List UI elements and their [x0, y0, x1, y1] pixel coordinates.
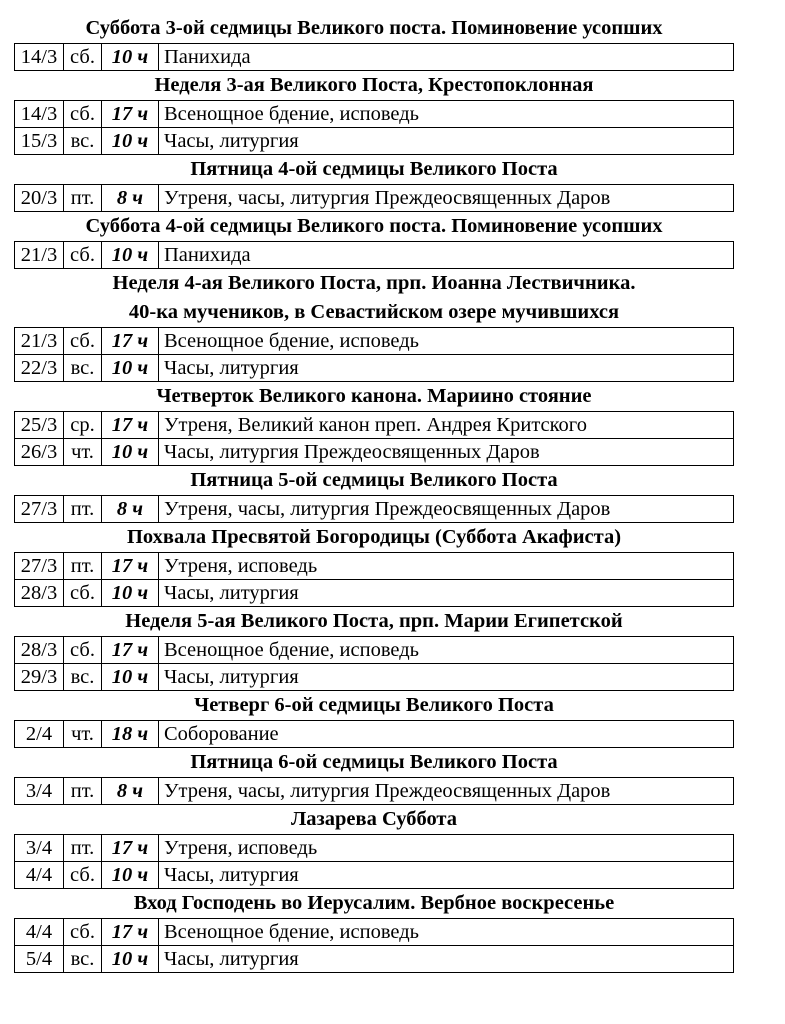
date-cell: 21/3 [15, 242, 64, 269]
date-cell: 28/3 [15, 580, 64, 607]
time-cell: 17 ч [102, 835, 159, 862]
date-cell: 28/3 [15, 637, 64, 664]
section-table [14, 241, 734, 269]
date-cell: 15/3 [15, 128, 64, 155]
section-heading-line: Пятница 4-ой седмицы Великого Поста [190, 158, 558, 180]
section-heading [14, 691, 734, 720]
weekday-cell: сб. [64, 328, 102, 355]
table-row [15, 553, 734, 580]
time-cell: 17 ч [102, 919, 159, 946]
date-cell: 20/3 [15, 185, 64, 212]
service-cell: Утреня, часы, литургия Преждеосвященных Даров [159, 185, 734, 212]
section-heading [14, 155, 734, 184]
section-table [14, 777, 734, 805]
service-cell: Утреня, исповедь [159, 553, 734, 580]
time-cell: 8 ч [102, 185, 159, 212]
weekday-cell: вс. [64, 664, 102, 691]
section-heading [14, 748, 734, 777]
section-heading [14, 14, 734, 43]
weekday-cell: сб. [64, 919, 102, 946]
table-row [15, 637, 734, 664]
section-table [14, 495, 734, 523]
date-cell: 25/3 [15, 412, 64, 439]
time-cell: 17 ч [102, 553, 159, 580]
service-cell: Всенощное бдение, исповедь [159, 637, 734, 664]
table-row [15, 355, 734, 382]
date-cell: 27/3 [15, 553, 64, 580]
table-row [15, 101, 734, 128]
weekday-cell: сб. [64, 580, 102, 607]
service-cell: Часы, литургия [159, 580, 734, 607]
section-heading-line: Четверг 6-ой седмицы Великого Поста [194, 694, 554, 716]
table-row [15, 328, 734, 355]
weekday-cell: пт. [64, 553, 102, 580]
table-row [15, 44, 734, 71]
section-heading [14, 805, 734, 834]
section-table [14, 184, 734, 212]
date-cell: 4/4 [15, 862, 64, 889]
service-cell: Всенощное бдение, исповедь [159, 101, 734, 128]
time-cell: 17 ч [102, 328, 159, 355]
table-row [15, 946, 734, 973]
date-cell: 22/3 [15, 355, 64, 382]
time-cell: 10 ч [102, 242, 159, 269]
weekday-cell: пт. [64, 778, 102, 805]
section-table [14, 327, 734, 382]
section-heading [14, 71, 734, 100]
section-table [14, 918, 734, 973]
section-heading [14, 212, 734, 241]
service-schedule [14, 14, 734, 973]
section-heading-line: Неделя 5-ая Великого Поста, прп. Марии Египетской [125, 610, 623, 632]
section-heading [14, 466, 734, 495]
date-cell: 27/3 [15, 496, 64, 523]
weekday-cell: вс. [64, 128, 102, 155]
time-cell: 10 ч [102, 439, 159, 466]
date-cell: 26/3 [15, 439, 64, 466]
section-table [14, 720, 734, 748]
date-cell: 14/3 [15, 101, 64, 128]
service-cell: Часы, литургия [159, 128, 734, 155]
table-row [15, 580, 734, 607]
time-cell: 18 ч [102, 721, 159, 748]
section-heading-line: Суббота 3-ой седмицы Великого поста. Поминовение усопших [85, 17, 663, 39]
time-cell: 17 ч [102, 101, 159, 128]
weekday-cell: сб. [64, 44, 102, 71]
service-cell: Утреня, часы, литургия Преждеосвященных Даров [159, 778, 734, 805]
date-cell: 14/3 [15, 44, 64, 71]
date-cell: 4/4 [15, 919, 64, 946]
service-cell: Панихида [159, 242, 734, 269]
time-cell: 10 ч [102, 128, 159, 155]
table-row [15, 185, 734, 212]
section-table [14, 834, 734, 889]
time-cell: 8 ч [102, 496, 159, 523]
service-cell: Утреня, часы, литургия Преждеосвященных Даров [159, 496, 734, 523]
section-heading-line: 40-ка мучеников, в Севастийском озере мучившихся [128, 301, 620, 323]
time-cell: 10 ч [102, 580, 159, 607]
weekday-cell: пт. [64, 496, 102, 523]
service-cell: Утреня, Великий канон преп. Андрея Критского [159, 412, 734, 439]
time-cell: 17 ч [102, 637, 159, 664]
date-cell: 29/3 [15, 664, 64, 691]
time-cell: 10 ч [102, 946, 159, 973]
time-cell: 10 ч [102, 664, 159, 691]
section-heading-line: Четверток Великого канона. Мариино стояние [156, 385, 592, 407]
section-heading-line: Неделя 4-ая Великого Поста, прп. Иоанна Лествичника. [112, 272, 636, 294]
date-cell: 2/4 [15, 721, 64, 748]
time-cell: 17 ч [102, 412, 159, 439]
table-row [15, 496, 734, 523]
table-row [15, 412, 734, 439]
section-table [14, 100, 734, 155]
section-heading [14, 607, 734, 636]
date-cell: 3/4 [15, 778, 64, 805]
weekday-cell: сб. [64, 862, 102, 889]
section-heading-line: Суббота 4-ой седмицы Великого поста. Поминовение усопших [85, 215, 663, 237]
service-cell: Всенощное бдение, исповедь [159, 328, 734, 355]
table-row [15, 778, 734, 805]
weekday-cell: ср. [64, 412, 102, 439]
weekday-cell: вс. [64, 355, 102, 382]
table-row [15, 128, 734, 155]
table-row [15, 242, 734, 269]
service-cell: Соборование [159, 721, 734, 748]
section-heading-line: Вход Господень во Иерусалим. Вербное воскресенье [133, 892, 615, 914]
table-row [15, 721, 734, 748]
section-heading-line: Неделя 3-ая Великого Поста, Крестопоклонная [154, 74, 594, 96]
section-heading-line: Лазарева Суббота [290, 808, 457, 830]
time-cell: 8 ч [102, 778, 159, 805]
service-cell: Часы, литургия [159, 862, 734, 889]
service-cell: Часы, литургия Преждеосвященных Даров [159, 439, 734, 466]
service-cell: Часы, литургия [159, 355, 734, 382]
service-cell: Всенощное бдение, исповедь [159, 919, 734, 946]
section-heading-line: Пятница 6-ой седмицы Великого Поста [190, 751, 558, 773]
service-cell: Утреня, исповедь [159, 835, 734, 862]
weekday-cell: сб. [64, 242, 102, 269]
table-row [15, 835, 734, 862]
section-heading [14, 523, 734, 552]
section-table [14, 552, 734, 607]
section-heading [14, 382, 734, 411]
date-cell: 5/4 [15, 946, 64, 973]
service-cell: Панихида [159, 44, 734, 71]
section-table [14, 411, 734, 466]
weekday-cell: пт. [64, 835, 102, 862]
weekday-cell: сб. [64, 101, 102, 128]
weekday-cell: чт. [64, 721, 102, 748]
table-row [15, 862, 734, 889]
time-cell: 10 ч [102, 355, 159, 382]
weekday-cell: пт. [64, 185, 102, 212]
table-row [15, 664, 734, 691]
weekday-cell: сб. [64, 637, 102, 664]
date-cell: 3/4 [15, 835, 64, 862]
section-heading-line: Пятница 5-ой седмицы Великого Поста [190, 469, 558, 491]
section-table [14, 43, 734, 71]
time-cell: 10 ч [102, 44, 159, 71]
table-row [15, 919, 734, 946]
section-table [14, 636, 734, 691]
service-cell: Часы, литургия [159, 946, 734, 973]
weekday-cell: вс. [64, 946, 102, 973]
service-cell: Часы, литургия [159, 664, 734, 691]
section-heading-line: Похвала Пресвятой Богородицы (Суббота Акафиста) [126, 526, 622, 548]
section-heading [14, 269, 734, 327]
table-row [15, 439, 734, 466]
time-cell: 10 ч [102, 862, 159, 889]
date-cell: 21/3 [15, 328, 64, 355]
weekday-cell: чт. [64, 439, 102, 466]
section-heading [14, 889, 734, 918]
